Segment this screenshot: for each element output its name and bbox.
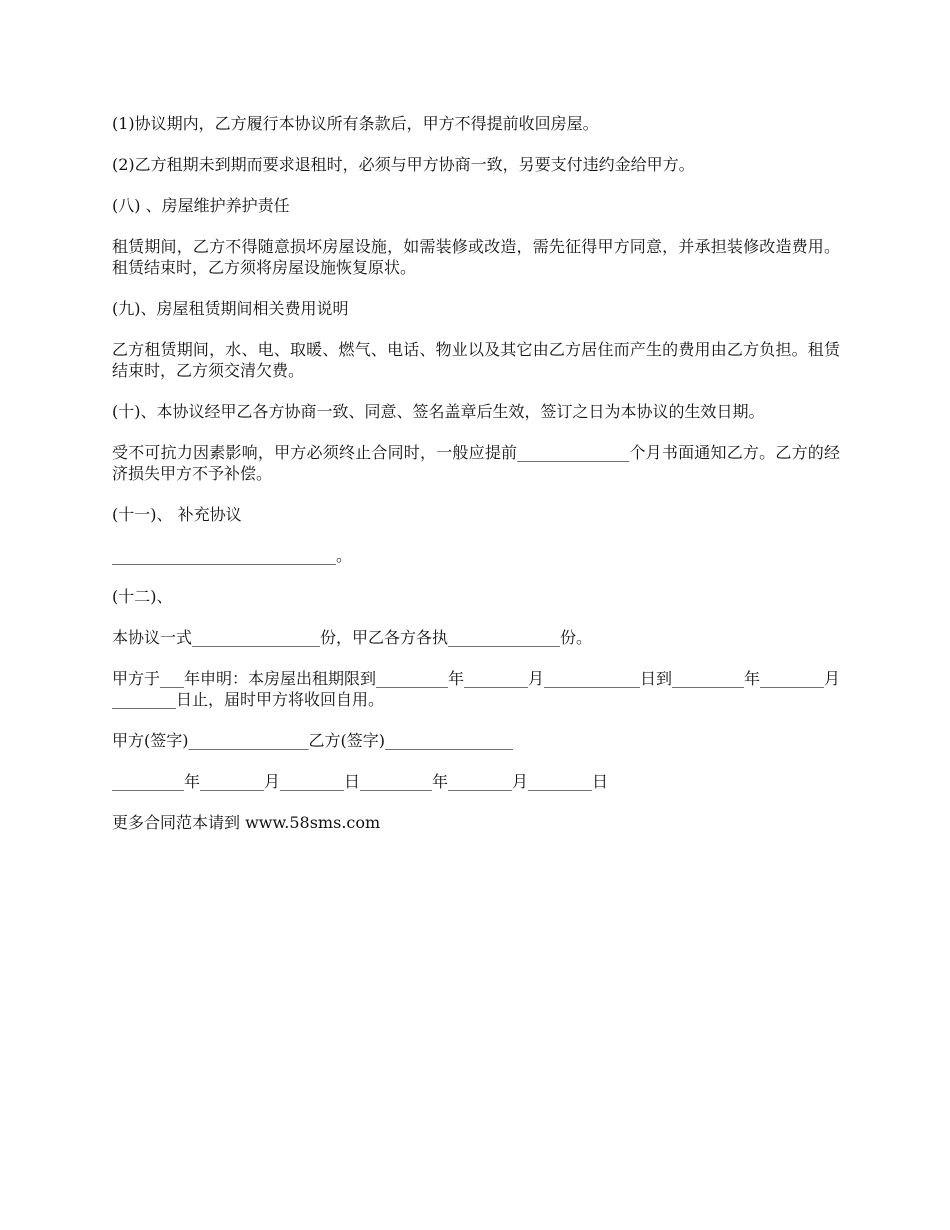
footer-more-templates: 更多合同范本请到 www.58sms.com — [112, 813, 381, 832]
clause-lease-end-declaration: 甲方于___年申明：本房屋出租期限到_________年________月____________日到_________年________月________日止，届时甲方将收回自用。 — [112, 669, 841, 709]
signature-line: 甲方(签字)_______________乙方(签字)________________ — [112, 731, 513, 750]
clause-early-termination: (2)乙方租期未到期而要求退租时，必须与甲方协商一致，另要支付违约金给甲方。 — [112, 155, 695, 174]
clause-early-recovery: (1)协议期内，乙方履行本协议所有条款后，甲方不得提前收回房屋。 — [112, 114, 599, 133]
supplement-blank-line: ____________________________。 — [112, 546, 353, 565]
section-heading-fees: (九)、房屋租赁期间相关费用说明 — [112, 299, 349, 318]
signature-date-line: _________年________月________日_________年________月________日 — [112, 772, 609, 791]
section-heading-supplement: (十一)、 补充协议 — [112, 505, 242, 524]
clause-maintenance: 租赁期间，乙方不得随意损坏房屋设施，如需装修或改造，需先征得甲方同意，并承担装修改造费用。租赁结束时，乙方须将房屋设施恢复原状。 — [112, 237, 840, 277]
section-heading-maintenance: (八) 、房屋维护养护责任 — [112, 196, 290, 215]
clause-force-majeure: 受不可抗力因素影响，甲方必须终止合同时，一般应提前______________个月书面通知乙方。乙方的经济损失甲方不予补偿。 — [112, 443, 840, 483]
section-heading-twelve: (十二)、 — [112, 587, 173, 606]
clause-copies: 本协议一式________________份，甲乙各方各执______________份。 — [112, 628, 593, 647]
clause-fees: 乙方租赁期间，水、电、取暖、燃气、电话、物业以及其它由乙方居住而产生的费用由乙方负担。租赁结束时，乙方须交清欠费。 — [112, 340, 840, 380]
document-body — [112, 113, 840, 833]
section-heading-effective-date: (十)、本协议经甲乙各方协商一致、同意、签名盖章后生效，签订之日为本协议的生效日期。 — [112, 402, 765, 421]
